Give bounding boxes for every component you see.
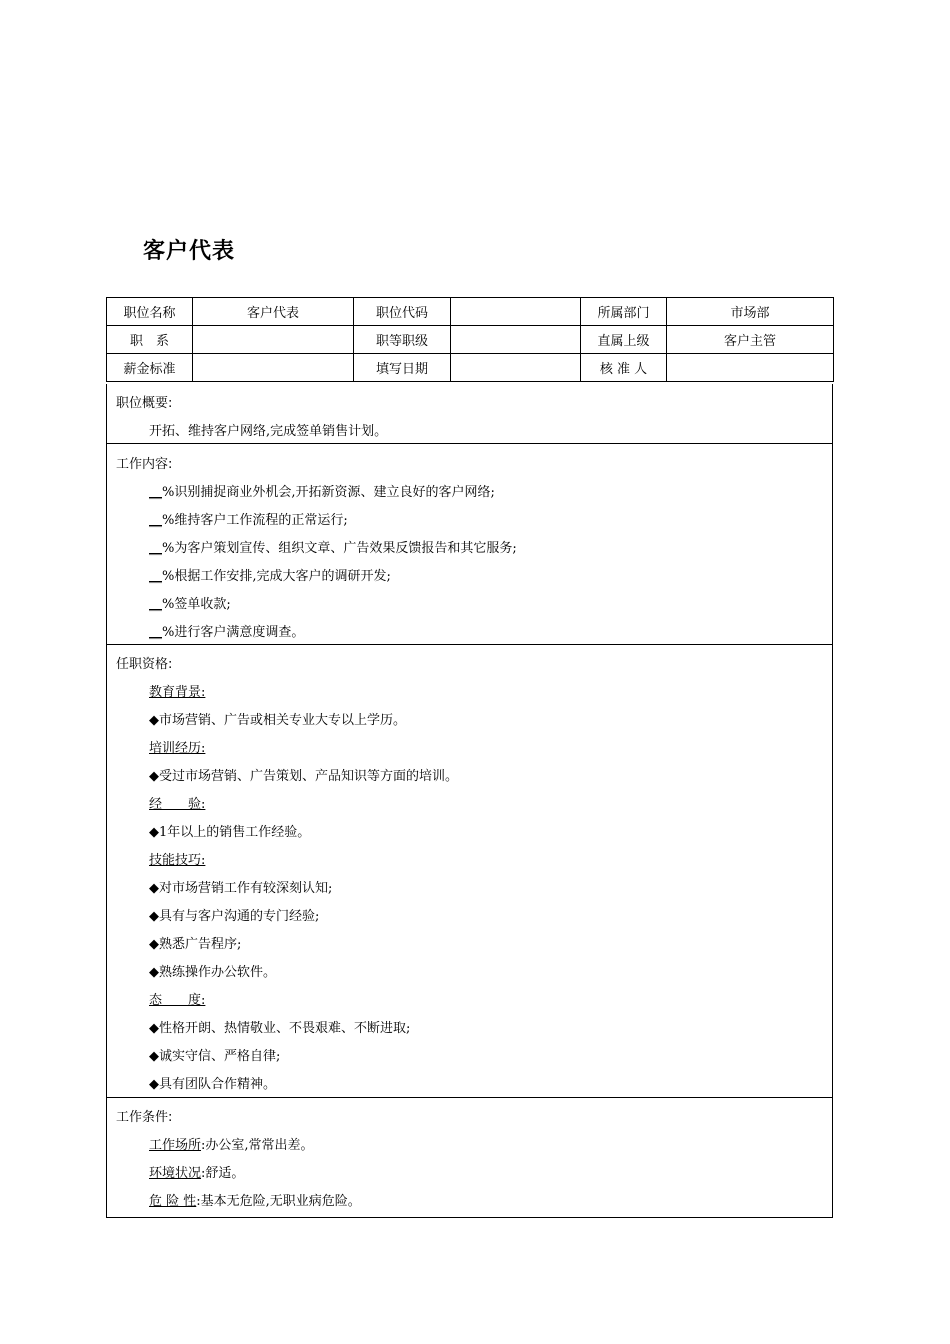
list-item: __%维持客户工作流程的正常运行; xyxy=(149,513,348,528)
list-item: ◆熟练操作办公软件。 xyxy=(149,965,276,980)
label-supervisor: 直属上级 xyxy=(581,326,667,354)
training-label: 培训经历: xyxy=(149,741,206,756)
list-item: ◆具有团队合作精神。 xyxy=(149,1077,276,1092)
value-approver xyxy=(667,354,834,382)
label-approver: 核 准 人 xyxy=(581,354,667,382)
environment xyxy=(149,1162,244,1181)
training-text: ◆受过市场营销、广告策划、产品知识等方面的培训。 xyxy=(149,769,458,784)
education-text: ◆市场营销、广告或相关专业大专以上学历。 xyxy=(149,713,406,728)
attitude-label: 态 度: xyxy=(149,993,206,1008)
risk-value: :基本无危险,无职业病危险。 xyxy=(196,1194,361,1209)
table-row xyxy=(107,326,834,354)
value-salary xyxy=(193,354,354,382)
label-position-code: 职位代码 xyxy=(354,298,451,326)
list-item: __%识别捕捉商业外机会,开拓新资源、建立良好的客户网络; xyxy=(149,485,495,500)
skills-label: 技能技巧: xyxy=(149,853,206,868)
value-job-family xyxy=(193,326,354,354)
label-grade: 职等职级 xyxy=(354,326,451,354)
summary-section xyxy=(106,384,833,444)
list-item: ◆诚实守信、严格自律; xyxy=(149,1049,281,1064)
value-position-name: 客户代表 xyxy=(193,298,354,326)
label-position-name: 职位名称 xyxy=(107,298,193,326)
experience-text: ◆1年以上的销售工作经验。 xyxy=(149,825,311,840)
value-department: 市场部 xyxy=(667,298,834,326)
duties-heading: 工作内容: xyxy=(116,457,173,472)
qualifications-heading: 任职资格: xyxy=(116,657,173,672)
value-position-code xyxy=(451,298,581,326)
list-item: __%为客户策划宣传、组织文章、广告效果反馈报告和其它服务; xyxy=(149,541,517,556)
list-item: __%进行客户满意度调查。 xyxy=(149,625,305,640)
label-department: 所属部门 xyxy=(581,298,667,326)
summary-heading: 职位概要: xyxy=(116,396,173,411)
value-grade xyxy=(451,326,581,354)
list-item: ◆具有与客户沟通的专门经验; xyxy=(149,909,320,924)
qualifications-section xyxy=(106,645,833,1098)
work-place-label: 工作场所 xyxy=(149,1138,202,1153)
list-item: ◆熟悉广告程序; xyxy=(149,937,242,952)
value-supervisor: 客户主管 xyxy=(667,326,834,354)
list-item: ◆对市场营销工作有较深刻认知; xyxy=(149,881,333,896)
list-item: __%签单收款; xyxy=(149,597,231,612)
work-place-value: :办公室,常常出差。 xyxy=(201,1138,314,1153)
education-label: 教育背景: xyxy=(149,685,206,700)
experience-label: 经 验: xyxy=(149,797,206,812)
table-row xyxy=(107,354,834,382)
list-item: __%根据工作安排,完成大客户的调研开发; xyxy=(149,569,391,584)
list-item: ◆性格开朗、热情敬业、不畏艰难、不断进取; xyxy=(149,1021,411,1036)
value-fill-date xyxy=(451,354,581,382)
table-row xyxy=(107,298,834,326)
label-salary: 薪金标准 xyxy=(107,354,193,382)
label-fill-date: 填写日期 xyxy=(354,354,451,382)
document-title: 客户代表 xyxy=(143,239,236,264)
risk-label: 危 险 性 xyxy=(149,1194,197,1209)
duties-section xyxy=(106,444,833,645)
work-place xyxy=(149,1134,314,1153)
environment-label: 环境状况 xyxy=(149,1166,202,1181)
environment-value: :舒适。 xyxy=(201,1166,245,1181)
label-job-family: 职 系 xyxy=(107,326,193,354)
conditions-heading: 工作条件: xyxy=(116,1110,173,1125)
risk xyxy=(149,1190,361,1209)
summary-text: 开拓、维持客户网络,完成签单销售计划。 xyxy=(149,424,388,439)
job-info-table xyxy=(106,297,834,382)
conditions-section xyxy=(106,1098,833,1218)
